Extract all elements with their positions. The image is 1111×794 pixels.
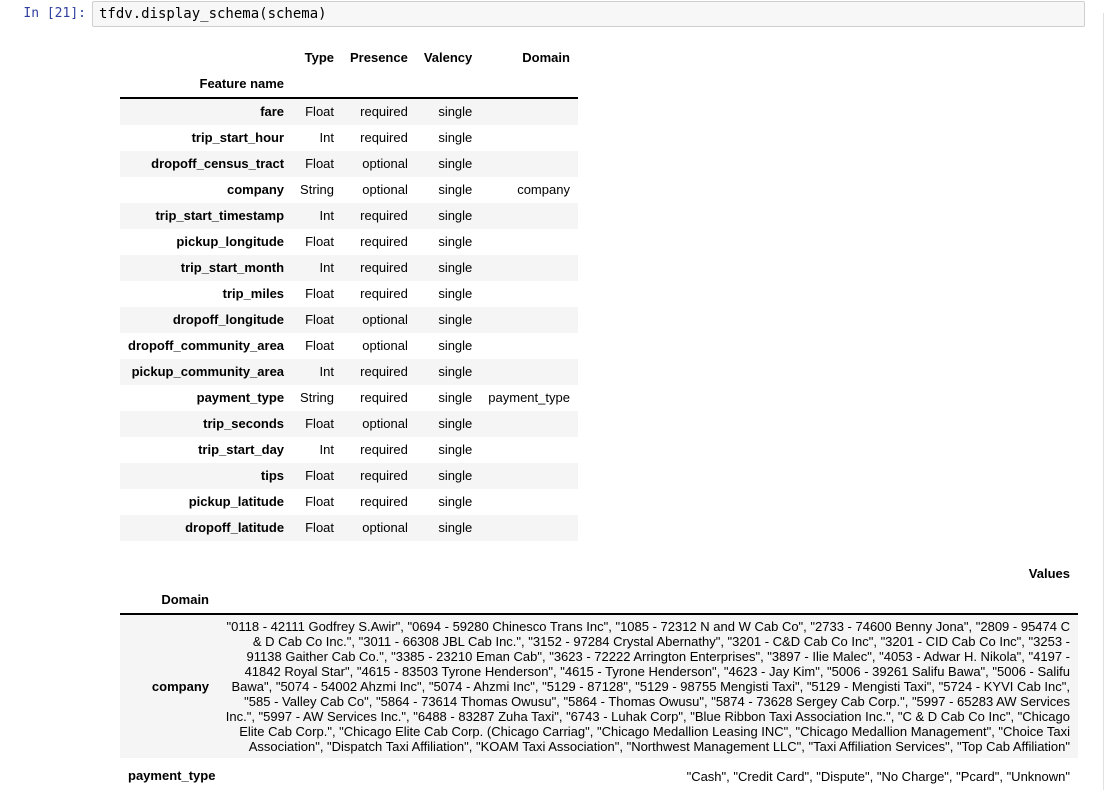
cell-domain [480,463,578,489]
cell-valency: single [438,520,473,535]
cell-presence: required [360,468,408,483]
cell-valency: single [438,208,473,223]
cell-domain [480,229,578,255]
table-row [120,614,1078,758]
cell-type: Float [305,234,335,249]
code-cell [0,0,1111,27]
cell-type: Float [305,156,335,171]
cell-presence: optional [362,338,408,353]
table-row [120,151,578,177]
cell-type: Float [305,104,335,119]
cell-type: Float [305,520,335,535]
cell-type: Float [305,494,335,509]
feature-name: fare [260,104,285,119]
header-domain: Domain [522,50,570,65]
cell-domain [480,333,578,359]
cell-type: String [300,182,335,197]
header-blank [416,71,480,98]
header-blank [342,71,416,98]
cell-domain [480,203,578,229]
domain-name: company [151,678,209,694]
feature-name: dropoff_community_area [128,338,285,353]
feature-name: trip_miles [222,286,285,301]
cell-domain [480,359,578,385]
cell-valency: single [438,312,473,327]
cell-domain [480,98,578,125]
feature-name: pickup_longitude [176,234,285,249]
cell-domain [480,125,578,151]
header-row [120,561,1078,587]
cell-domain [480,255,578,281]
cell-domain [480,151,578,177]
feature-name: dropoff_longitude [172,312,285,327]
index-name-row [120,71,578,98]
table-row [120,463,578,489]
feature-name: dropoff_census_tract [151,156,285,171]
table-row [120,437,578,463]
cell-presence: optional [362,416,408,431]
domain-name: payment_type [128,768,216,783]
header-type: Type [304,50,335,65]
cell-presence: required [360,260,408,275]
header-row [120,45,578,71]
cell-presence: required [360,364,408,379]
feature-name: trip_start_hour [191,130,285,145]
cell-presence: required [360,208,408,223]
table-row [120,281,578,307]
cell-presence: optional [362,312,408,327]
domain-values: "Cash", "Credit Card", "Dispute", "No Charge", "Pcard", "Unknown" [686,768,1070,784]
feature-name: company [226,182,285,197]
cell-valency: single [438,416,473,431]
table-row [120,229,578,255]
table-row [120,385,578,411]
cell-presence: required [360,130,408,145]
table-row [120,489,578,515]
schema-features-table [120,45,578,541]
cell-prompt: In [21]: [23,6,86,21]
feature-name: trip_seconds [203,416,285,431]
table-row [120,333,578,359]
feature-name: pickup_community_area [131,364,285,379]
cell-valency: single [438,182,473,197]
cell-presence: optional [362,520,408,535]
cell-type: Float [305,416,335,431]
table-row [120,125,578,151]
cell-presence: required [360,390,408,405]
cell-valency: single [438,468,473,483]
cell-domain [480,489,578,515]
cell-presence: required [360,442,408,457]
header-values: Values [1028,566,1070,581]
cell-type: Float [305,312,335,327]
cell-domain [480,307,578,333]
cell-type: Int [319,208,335,223]
index-name-label: Domain [161,592,209,607]
cell-valency: single [438,260,473,275]
cell-type: Float [305,286,335,301]
index-name-row [120,587,1078,614]
feature-name: pickup_latitude [188,494,285,509]
cell-type: Float [305,468,335,483]
header-blank [292,71,342,98]
right-border-line [1103,13,1104,790]
cell-type: Int [319,260,335,275]
cell-valency: single [438,104,473,119]
code-input[interactable] [92,1,1085,27]
table-row [120,515,578,541]
cell-valency: single [438,130,473,145]
header-presence: Presence [350,50,408,65]
table-row [120,255,578,281]
cell-valency: single [438,364,473,379]
table-row [120,359,578,385]
index-name-label: Feature name [199,76,285,91]
cell-type: Int [319,130,335,145]
table-row [120,307,578,333]
cell-presence: required [360,104,408,119]
cell-valency: single [438,338,473,353]
feature-name: tips [260,468,285,483]
cell-valency: single [438,156,473,171]
cell-valency: single [438,494,473,509]
cell-domain [480,515,578,541]
cell-presence: required [360,234,408,249]
table-row [120,98,578,125]
cell-domain [480,411,578,437]
cell-domain: company [517,182,570,197]
cell-valency: single [438,442,473,457]
feature-name: trip_start_month [180,260,285,275]
feature-name: trip_start_day [198,442,285,457]
cell-type: String [300,390,335,405]
schema-domains-table [120,561,1078,794]
header-blank [217,587,1078,614]
cell-presence: required [360,494,408,509]
cell-type: Float [305,338,335,353]
table-row [120,203,578,229]
feature-name: dropoff_latitude [185,520,285,535]
header-blank [120,561,217,587]
header-valency: Valency [423,50,473,65]
code-text: tfdv.display_schema(schema) [99,6,327,22]
cell-output [120,45,1111,794]
cell-domain [480,281,578,307]
cell-valency: single [438,286,473,301]
feature-name: trip_start_timestamp [155,208,285,223]
cell-type: Int [319,364,335,379]
cell-valency: single [438,234,473,249]
table-row [120,177,578,203]
cell-presence: optional [362,156,408,171]
cell-presence: optional [362,182,408,197]
header-blank [480,71,578,98]
table-row [120,411,578,437]
table-row [120,758,1078,794]
domain-values: "0118 - 42111 Godfrey S.Awir", "0694 - 59280 Chinesco Trans Inc", "1085 - 72312 N and W Cab Co", "2733 - 74600 Benny Jona", "2809 - 95474 C & D Cab Co Inc.", "3011 - 66308 JBL Cab Inc.", "3152 - 97284 Crystal Abernathy", "3201 - C&D Cab Co Inc", "3201 - CID Cab Co Inc", "3253 - 91138 Gaither Cab Co.", "3385 - 23210 Eman Cab", "3623 - 72222 Arrington Enterprises", "3897 - Ilie Malec", "4053 - Adwar H. Nikola", "4197 - 41842 Royal Star", "4615 - 83503 Tyrone Henderson", "4615 - Tyrone Henderson", "4623 - Jay Kim", "5006 - 39261 Salifu Bawa", "5006 - Salifu Bawa", "5074 - 54002 Ahzmi Inc", "5074 - Ahzmi Inc", "5129 - 87128", "5129 - 98755 Mengisti Taxi", "5129 - Mengisti Taxi", "5724 - KYVI Cab Inc", "585 - Valley Cab Co", "5864 - 73614 Thomas Owusu", "5864 - Thomas Owusu", "5874 - 73628 Sergey Cab Corp.", "5997 - 65283 AW Services Inc.", "5997 - AW Services Inc.", "6488 - 83287 Zuha Taxi", "6743 - Luhak Corp", "Blue Ribbon Taxi Association Inc.", "C & D Cab Co Inc", "Chicago Elite Cab Corp.", "Chicago Elite Cab Corp. (Chicago Carriag", "Chicago Medallion Leasing INC", "Chicago Medallion Management", "Choice Taxi Association", "Dispatch Taxi Affiliation", "KOAM Taxi Association", "Northwest Management LLC", "Taxi Affiliation Services", "Top Cab Affiliation" [225,619,1070,754]
header-blank [120,45,292,71]
cell-type: Int [319,442,335,457]
cell-presence: required [360,286,408,301]
cell-valency: single [438,390,473,405]
cell-domain: payment_type [488,390,570,405]
cell-domain [480,437,578,463]
feature-name: payment_type [196,390,285,405]
